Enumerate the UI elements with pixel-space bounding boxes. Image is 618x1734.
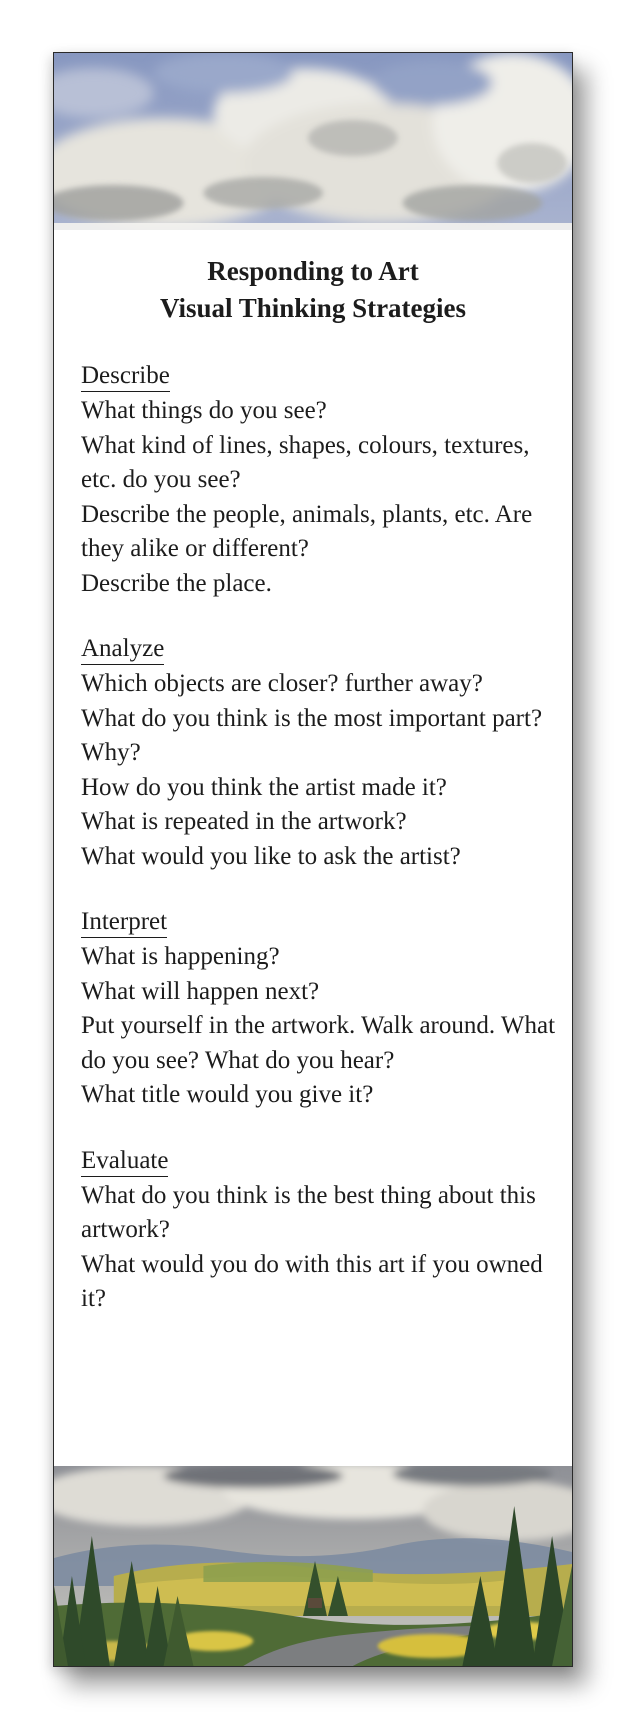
- section-heading: Describe: [81, 361, 170, 392]
- section-heading: Interpret: [81, 907, 167, 938]
- sky-clouds-painting: [54, 53, 572, 230]
- question: What would you do with this art if you owned it?: [81, 1250, 543, 1312]
- section-evaluate: [81, 1146, 556, 1317]
- section-describe: [81, 361, 556, 601]
- section-analyze: [81, 634, 556, 874]
- question: What would you like to ask the artist?: [81, 842, 461, 870]
- bookmark-card: [53, 52, 573, 1667]
- section-interpret: [81, 907, 556, 1113]
- title-line-1: Responding to Art: [207, 256, 419, 286]
- bookmark-text: [54, 253, 572, 1350]
- section-heading: Analyze: [81, 634, 164, 665]
- question: Put yourself in the artwork. Walk around. What do you see? What do you hear?: [81, 1012, 556, 1074]
- section-heading: Evaluate: [81, 1146, 168, 1177]
- sections: [54, 361, 572, 1317]
- question: What kind of lines, shapes, colours, textures, etc. do you see?: [81, 431, 530, 493]
- title: [54, 253, 572, 327]
- question: What is happening?: [81, 943, 280, 970]
- question: What is repeated in the artwork?: [81, 808, 407, 835]
- question: What do you think is the best thing about this artwork?: [81, 1181, 536, 1243]
- question: Describe the place.: [81, 569, 272, 597]
- landscape-painting: [54, 1466, 572, 1666]
- question: Which objects are closer? further away?: [81, 670, 483, 697]
- question: What title would you give it?: [81, 1081, 374, 1108]
- question: How do you think the artist made it?: [81, 773, 447, 801]
- title-line-2: Visual Thinking Strategies: [159, 293, 467, 323]
- question: Describe the people, animals, plants, etc. Are they alike or different?: [81, 500, 533, 562]
- question: What things do you see?: [81, 397, 327, 424]
- question: What will happen next?: [81, 977, 320, 1005]
- question: What do you think is the most important part? Why?: [81, 704, 543, 766]
